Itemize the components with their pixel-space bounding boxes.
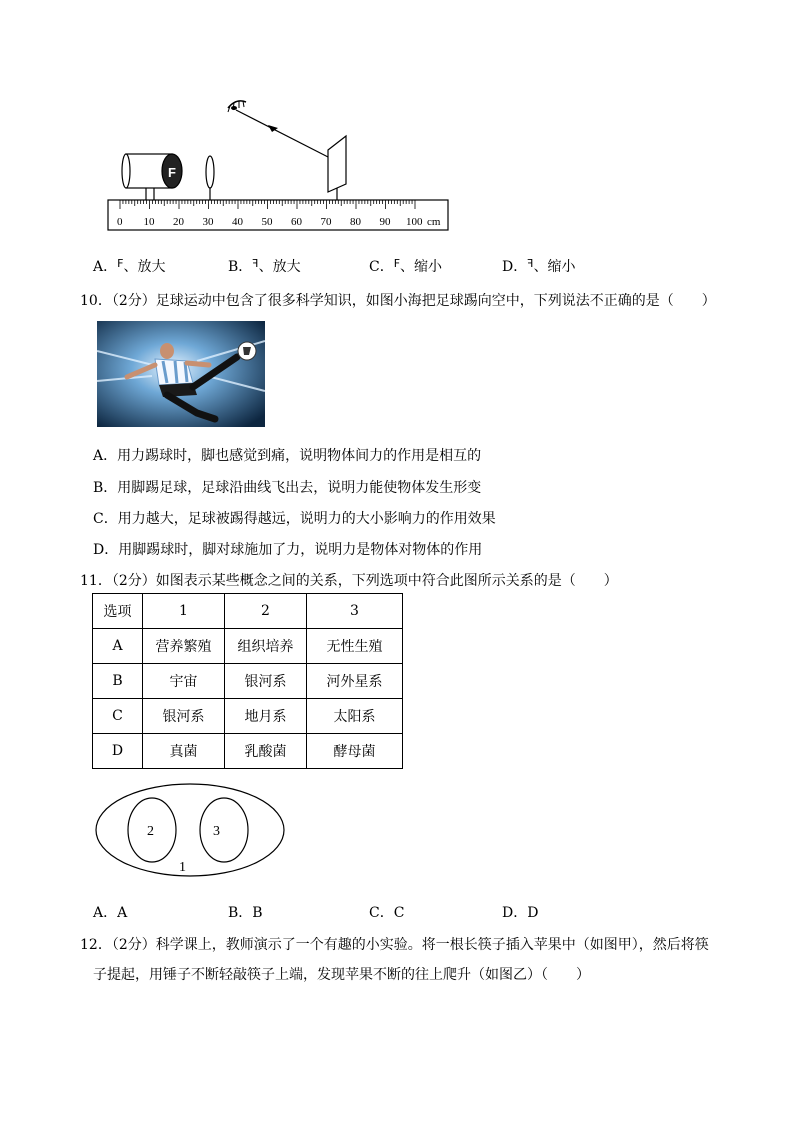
light-source: [122, 154, 182, 200]
q11-table: [92, 593, 403, 769]
ruler-label: 80: [350, 216, 361, 228]
q9-option-b[interactable]: B．F、放大: [228, 257, 301, 275]
q10-stem: 10．（2分）足球运动中包含了很多科学知识，如图小海把足球踢向空中，下列说法不正确的是（ ）: [80, 293, 716, 309]
table-header-cell: 3: [307, 594, 403, 629]
venn-label-left: 2: [147, 824, 154, 839]
table-row: [93, 734, 403, 769]
table-row: [93, 699, 403, 734]
venn-label-outer: 1: [179, 860, 186, 875]
ruler-label: 40: [232, 216, 243, 228]
table-header-cell: 2: [225, 594, 307, 629]
table-cell: D: [93, 734, 143, 769]
table-cell: 乳酸菌: [225, 734, 307, 769]
letter-f-flipped-icon: F: [527, 257, 534, 270]
table-cell: 酵母菌: [307, 734, 403, 769]
table-cell: 太阳系: [307, 699, 403, 734]
table-cell: A: [93, 629, 143, 664]
convex-lens: [206, 156, 214, 188]
table-cell: 宇宙: [143, 664, 225, 699]
q12-stem-line1: 12．（2分）科学课上，教师演示了一个有趣的小实验。将一根长筷子插入苹果中（如图甲），然后将筷: [80, 937, 709, 953]
letter-f-upright-icon: F: [393, 257, 401, 270]
ruler-label: 50: [261, 216, 273, 228]
q10-option-a[interactable]: A．用力踢球时，脚也感觉到痛，说明物体间力的作用是相互的: [93, 448, 482, 464]
q11-option-d[interactable]: D．D: [502, 905, 539, 921]
table-cell: 无性生殖: [307, 629, 403, 664]
ruler-label: 30: [202, 216, 214, 228]
q10-option-d[interactable]: D．用脚踢球时，脚对球施加了力，说明力是物体对物体的作用: [93, 542, 483, 558]
screen: [328, 136, 346, 192]
ruler-label: 70: [320, 216, 332, 228]
letter-f-upright-icon: F: [117, 257, 124, 270]
table-cell: 银河系: [143, 699, 225, 734]
ruler-label: 20: [173, 216, 184, 228]
table-cell: 营养繁殖: [143, 629, 225, 664]
table-header-cell: 选项: [93, 594, 143, 629]
q9-option-d[interactable]: D．F、缩小: [502, 257, 576, 275]
light-ray: [236, 110, 330, 158]
table-cell: 河外星系: [307, 664, 403, 699]
q11-option-b[interactable]: B．B: [228, 905, 263, 921]
ruler-label: cm: [427, 216, 441, 228]
table-row: [93, 629, 403, 664]
table-cell: C: [93, 699, 143, 734]
letter-f-flipped-icon: F: [252, 257, 259, 270]
venn-right-ellipse: [200, 798, 248, 862]
ruler-label: 90: [379, 216, 391, 228]
table-cell: 地月系: [225, 699, 307, 734]
table-cell: B: [93, 664, 143, 699]
ruler-label: 0: [117, 216, 123, 228]
q12-stem-line2: 子提起，用锤子不断轻敲筷子上端，发现苹果不断的往上爬升（如图乙）（ ）: [93, 967, 590, 983]
optical-bench-diagram: [100, 92, 460, 232]
ruler-label: 100: [406, 216, 423, 228]
venn-outer-ellipse: [96, 784, 284, 876]
q11-option-a[interactable]: A．A: [93, 905, 128, 921]
table-cell: 组织培养: [225, 629, 307, 664]
q11-stem: 11．（2分）如图表示某些概念之间的关系，下列选项中符合此图所示关系的是（ ）: [80, 573, 618, 589]
venn-diagram: [94, 780, 290, 880]
venn-label-right: 3: [213, 824, 220, 839]
table-row: [93, 664, 403, 699]
ruler-label: 10: [143, 216, 155, 228]
table-cell: 真菌: [143, 734, 225, 769]
lamp-letter: F: [168, 165, 176, 180]
q9-option-a[interactable]: A．$^F$、放大: [93, 257, 166, 275]
q10-option-b[interactable]: B．用脚踢足球，足球沿曲线飞出去，说明力能使物体发生形变: [93, 480, 482, 496]
q11-option-c[interactable]: C．C: [369, 905, 405, 921]
table-header-row: [93, 594, 403, 629]
table-cell: 银河系: [225, 664, 307, 699]
soccer-player-photo: [97, 321, 265, 427]
ruler: [108, 200, 448, 230]
q9-option-c[interactable]: C．$^F$、缩小: [369, 257, 443, 275]
ruler-label: 60: [291, 216, 302, 228]
table-header-cell: 1: [143, 594, 225, 629]
q10-option-c[interactable]: C．用力越大，足球被踢得越远，说明力的大小影响力的作用效果: [93, 511, 496, 527]
